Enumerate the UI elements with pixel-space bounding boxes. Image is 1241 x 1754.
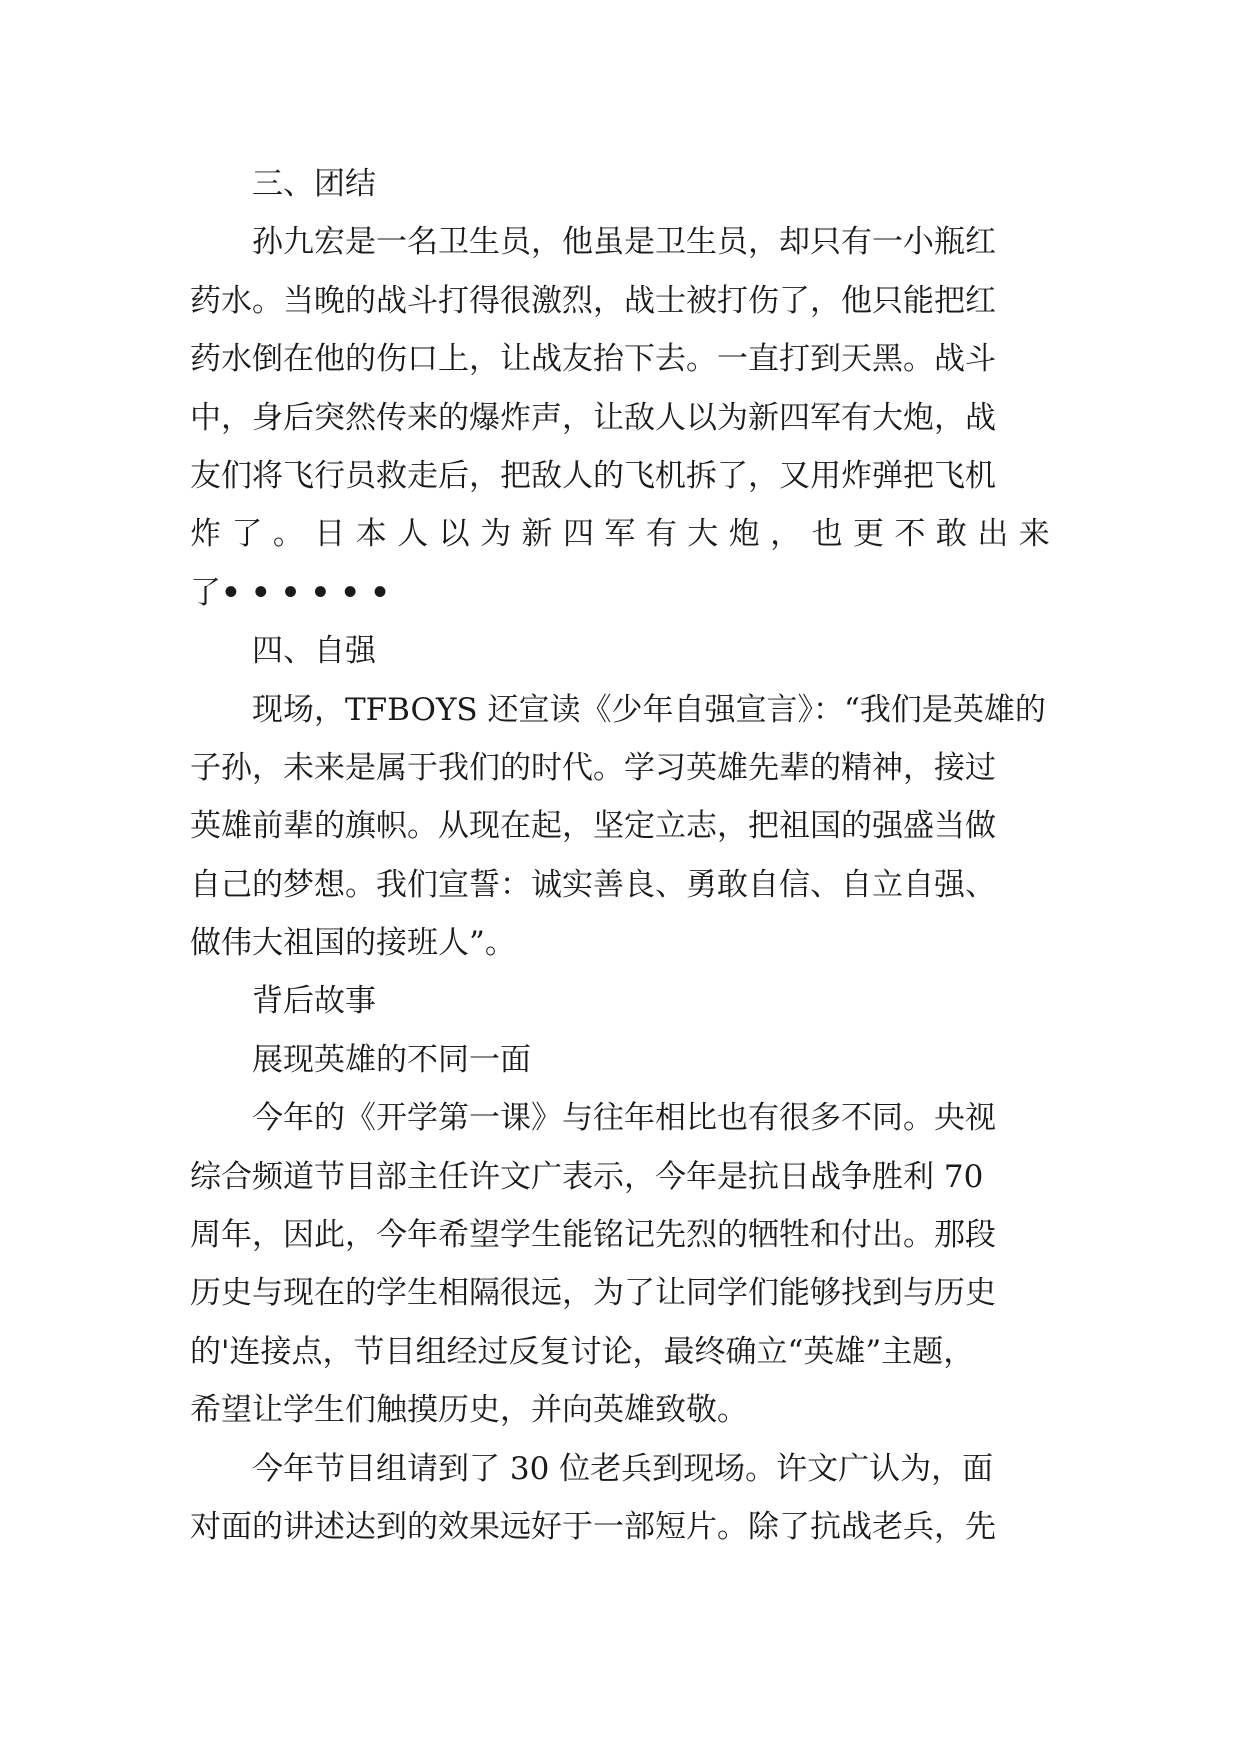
paragraph-line: 孙九宏是一名卫生员，他虽是卫生员，却只有一小瓶红	[252, 224, 996, 261]
justified-char: ，	[770, 516, 802, 553]
paragraph-line-justified	[190, 505, 1050, 563]
justified-char: 了	[231, 516, 263, 553]
paragraph-line: 现场，TFBOYS 还宣读《少年自强宣言》：“我们是英雄的	[252, 691, 1046, 728]
paragraph-line: 自己的梦想。我们宣誓：诚实善良、勇敢自信、自立自强、	[190, 866, 996, 903]
paragraph-line: 历史与现在的学生相隔很远，为了让同学们能够找到与历史	[190, 1275, 996, 1312]
justified-char: 人	[397, 516, 429, 553]
paragraph-line: 子孙，未来是属于我们的时代。学习英雄先辈的精神，接过	[190, 749, 996, 786]
justified-char: 大	[687, 516, 719, 553]
ellipsis-dots: ••••••	[221, 574, 400, 611]
paragraph-line: 中，身后突然传来的爆炸声，让敌人以为新四军有大炮，战	[190, 399, 996, 436]
justified-char: 炸	[190, 516, 221, 553]
section-heading-backstory: 背后故事	[252, 983, 376, 1020]
paragraph-line: 对面的讲述达到的效果远好于一部短片。除了抗战老兵，先	[190, 1508, 996, 1545]
paragraph-line: 药水倒在他的伤口上，让战友抬下去。一直打到天黑。战斗	[190, 341, 996, 378]
paragraph-line: 英雄前辈的旗帜。从现在起，坚定立志，把祖国的强盛当做	[190, 808, 996, 845]
paragraph-line: 做伟大祖国的接班人”。	[190, 925, 516, 962]
paragraph-line: 的'连接点，节目组经过反复讨论，最终确立“英雄”主题，	[190, 1333, 975, 1370]
justified-char: 炮	[728, 516, 760, 553]
justified-char: 也	[811, 516, 843, 553]
justified-char: 更	[853, 516, 884, 553]
document-page	[190, 155, 1050, 1556]
justified-char: 为	[480, 516, 512, 553]
justified-char: 四	[562, 516, 594, 553]
paragraph-line	[190, 564, 1050, 622]
paragraph-line: 希望让学生们触摸历史，并向英雄致敬。	[190, 1392, 748, 1429]
justified-char: 不	[894, 516, 926, 553]
paragraph-line: 友们将飞行员救走后，把敌人的飞机拆了，又用炸弹把飞机	[190, 457, 996, 494]
subheading: 展现英雄的不同一面	[252, 1041, 531, 1078]
justified-char: 有	[645, 516, 677, 553]
paragraph-line: 周年，因此，今年希望学生能铭记先烈的牺牲和付出。那段	[190, 1217, 996, 1254]
justified-char: 本	[355, 516, 387, 553]
paragraph-line: 今年的《开学第一课》与往年相比也有很多不同。央视	[252, 1100, 996, 1137]
paragraph-line: 综合频道节目部主任许文广表示，今年是抗日战争胜利 70	[190, 1158, 984, 1195]
paragraph-line: 今年节目组请到了 30 位老兵到现场。许文广认为，面	[252, 1450, 994, 1487]
justified-char: 敢	[935, 516, 967, 553]
justified-char: 。	[272, 516, 304, 553]
paragraph-line: 药水。当晚的战斗打得很激烈，战士被打伤了，他只能把红	[190, 282, 996, 319]
justified-char: 新	[521, 516, 553, 553]
justified-char: 以	[438, 516, 470, 553]
justified-char: 出	[977, 516, 1009, 553]
paragraph-text: 了	[190, 574, 221, 611]
justified-char: 军	[604, 516, 636, 553]
justified-char: 来	[1018, 516, 1050, 553]
section-heading-unity: 三、团结	[252, 166, 376, 202]
section-heading-self-strengthening: 四、自强	[252, 633, 376, 670]
justified-char: 日	[314, 516, 346, 553]
